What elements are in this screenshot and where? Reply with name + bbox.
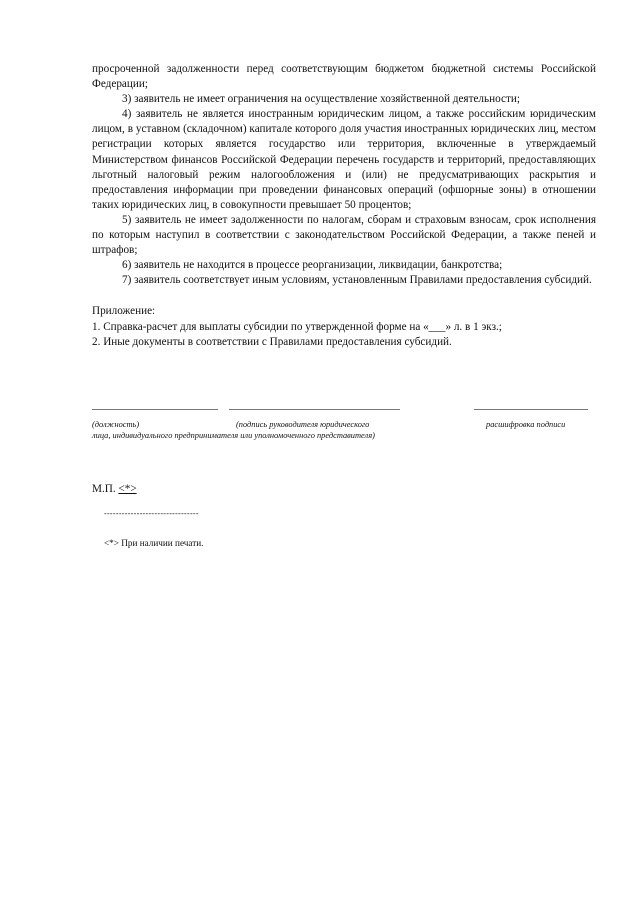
attachments-heading: Приложение:	[92, 305, 156, 318]
footnote-separator: --------------------------------	[104, 509, 199, 518]
document-body	[92, 62, 596, 350]
decoding-line	[474, 409, 588, 410]
condition-5: 5) заявитель не имеет задолженности по налогам, сборам и страховым взносам, срок исполнения по которым наступил в соответствии с законодательством Российской Федерации, а также пеней и штрафов;	[92, 213, 596, 257]
footnote-reference-link[interactable]: <*>	[118, 483, 137, 495]
signature-label: (подпись руководителя юридического	[236, 420, 370, 429]
signature-label-continued: лица, индивидуального предпринимателя или уполномоченного представителя)	[92, 431, 375, 440]
stamp-place	[92, 483, 137, 495]
position-label: (должность)	[92, 420, 140, 429]
condition-3: 3) заявитель не имеет ограничения на осуществление хозяйственной деятельности;	[122, 93, 520, 106]
signature-block	[0, 405, 640, 445]
condition-7: 7) заявитель соответствует иным условиям, установленным Правилами предоставления субсидий.	[122, 274, 592, 287]
paragraph-continued: просроченной задолженности перед соответствующим бюджетом бюджетной системы Российской Федерации;	[92, 63, 596, 91]
footnote-text: <*> При наличии печати.	[104, 538, 204, 548]
attachment-item: 1. Справка-расчет для выплаты субсидии по утвержденной форме на «___» л. в 1 экз.;	[92, 320, 502, 333]
decoding-label: расшифровка подписи	[486, 420, 566, 429]
condition-6: 6) заявитель не находится в процессе реорганизации, ликвидации, банкротства;	[122, 259, 503, 272]
attachments-section	[92, 304, 596, 349]
condition-4: 4) заявитель не является иностранным юридическим лицом, а также российским юридическим лицом, в уставном (складочном) капитале которого доля участия иностранных юридических лиц, местом регистрации которых является государство или территория, включенные в утверждаемый Министерством финансов Российской Федерации перечень государств и территорий, предоставляющих льготный налоговый режим налогообложения и (или) не предусматривающих раскрытия и предоставления информации при проведении финансовых операций (офшорные зоны) в отношении таких юридических лиц, в совокупности превышает 50 процентов;	[92, 108, 596, 211]
position-line	[92, 409, 218, 410]
signature-line	[229, 409, 400, 410]
stamp-label: М.П.	[92, 483, 116, 495]
attachment-item: 2. Иные документы в соответствии с Правилами предоставления субсидий.	[92, 335, 452, 348]
